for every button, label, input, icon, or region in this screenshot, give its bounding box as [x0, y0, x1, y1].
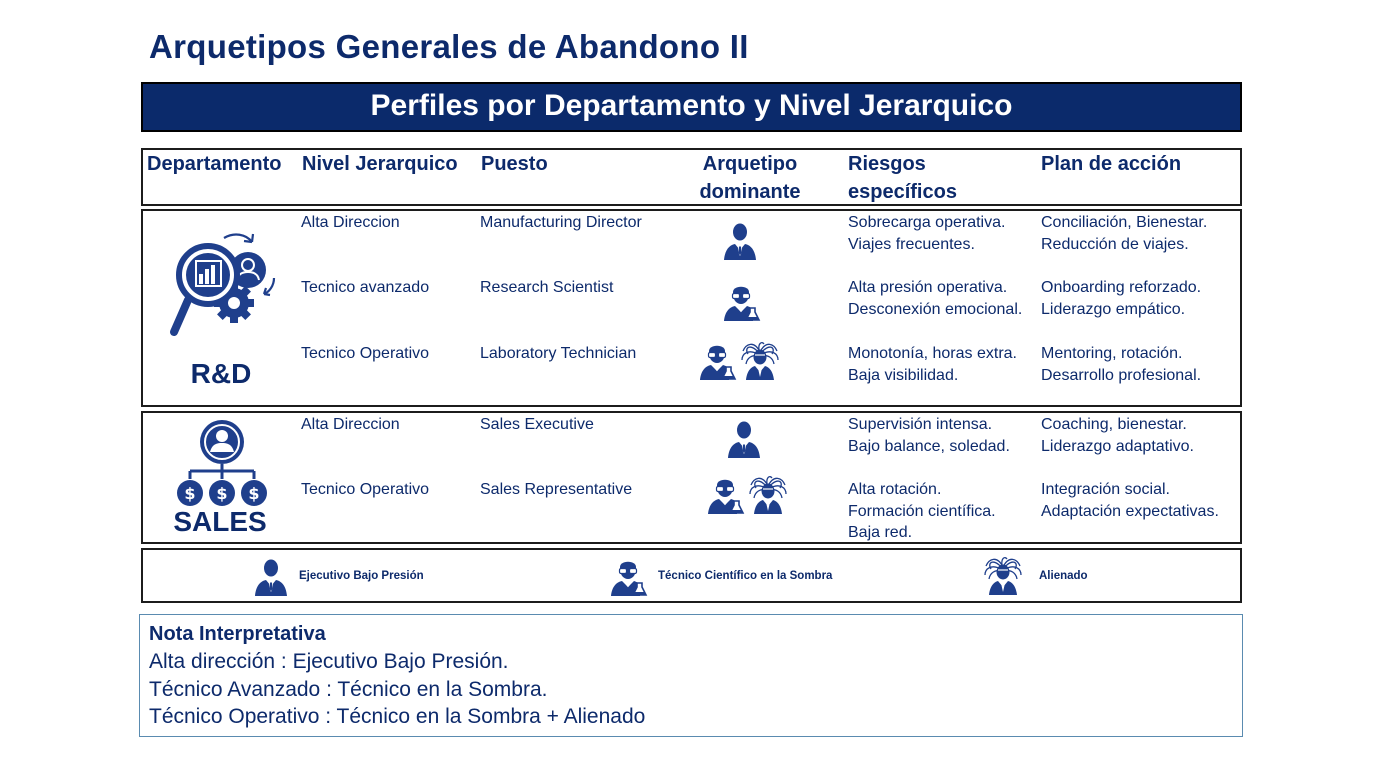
section-banner — [141, 82, 1242, 132]
executive-icon — [724, 418, 764, 458]
legend-label: Ejecutivo Bajo Presión — [299, 570, 424, 582]
cell-plan: Conciliación, Bienestar. Reducción de viajes. — [1041, 214, 1208, 253]
cell-nivel: Alta Direccion — [301, 214, 400, 231]
cell-riesgos: Monotonía, horas extra. Baja visibilidad. — [848, 345, 1017, 384]
legend-label: Alienado — [1039, 570, 1088, 582]
svg-text:$: $ — [184, 484, 196, 503]
alienated-icon — [739, 340, 781, 380]
cell-puesto: Manufacturing Director — [480, 214, 642, 231]
header-arquetipo: Arquetipo dominante — [699, 153, 801, 203]
header-riesgos: Riesgos específicos — [848, 153, 957, 203]
cell-plan: Integración social. Adaptación expectativas. — [1041, 481, 1219, 520]
page-title: Arquetipos Generales de Abandono II — [149, 28, 749, 65]
cell-puesto: Sales Representative — [480, 481, 633, 498]
cell-plan: Coaching, bienestar. Liderazgo adaptativo. — [1041, 416, 1194, 455]
sales-hierarchy-icon — [172, 417, 272, 509]
banner-title: Perfiles por Departamento y Nivel Jerarquico — [370, 89, 1013, 122]
cell-nivel: Tecnico Operativo — [301, 481, 430, 498]
alienated-icon — [747, 474, 789, 514]
note-line: Alta dirección : Ejecutivo Bajo Presión. — [149, 650, 509, 673]
rnd-analytics-icon — [166, 228, 276, 343]
cell-plan: Onboarding reforzado. Liderazgo empático. — [1041, 279, 1202, 318]
cell-riesgos: Alta rotación. Formación científica. Baja red. — [848, 481, 996, 541]
svg-text:$: $ — [248, 484, 260, 503]
legend-label: Técnico Científico en la Sombra — [658, 570, 833, 582]
note-line: Técnico Avanzado : Técnico en la Sombra. — [149, 678, 548, 701]
executive-icon — [720, 220, 760, 260]
cell-riesgos: Supervisión intensa. Bajo balance, soledad. — [848, 416, 1010, 455]
cell-puesto: Laboratory Technician — [480, 345, 637, 362]
department-label-rnd: R&D — [190, 358, 252, 389]
cell-nivel: Tecnico avanzado — [301, 279, 430, 296]
note-line: Técnico Operativo : Técnico en la Sombra + Alienado — [149, 705, 646, 728]
cell-riesgos: Alta presión operativa. Desconexión emocional. — [848, 279, 1023, 318]
cell-nivel: Alta Direccion — [301, 416, 400, 433]
cell-riesgos: Sobrecarga operativa. Viajes frecuentes. — [848, 214, 1006, 253]
header-departamento: Departamento — [147, 153, 282, 175]
cell-nivel: Tecnico Operativo — [301, 345, 430, 362]
cell-puesto: Sales Executive — [480, 416, 594, 433]
scientist-icon — [721, 281, 761, 321]
header-puesto: Puesto — [481, 153, 548, 175]
svg-text:$: $ — [216, 484, 228, 503]
header-plan: Plan de acción — [1041, 153, 1182, 175]
scientist-icon — [705, 474, 745, 514]
alienated-icon — [982, 555, 1024, 595]
department-label-sales: SALES — [173, 506, 267, 537]
cell-plan: Mentoring, rotación. Desarrollo profesional. — [1041, 345, 1202, 384]
note-title: Nota Interpretativa — [149, 623, 326, 645]
scientist-icon — [608, 556, 648, 596]
cell-puesto: Research Scientist — [480, 279, 614, 296]
header-nivel: Nivel Jerarquico — [302, 153, 458, 175]
scientist-icon — [697, 340, 737, 380]
executive-icon — [251, 556, 291, 596]
